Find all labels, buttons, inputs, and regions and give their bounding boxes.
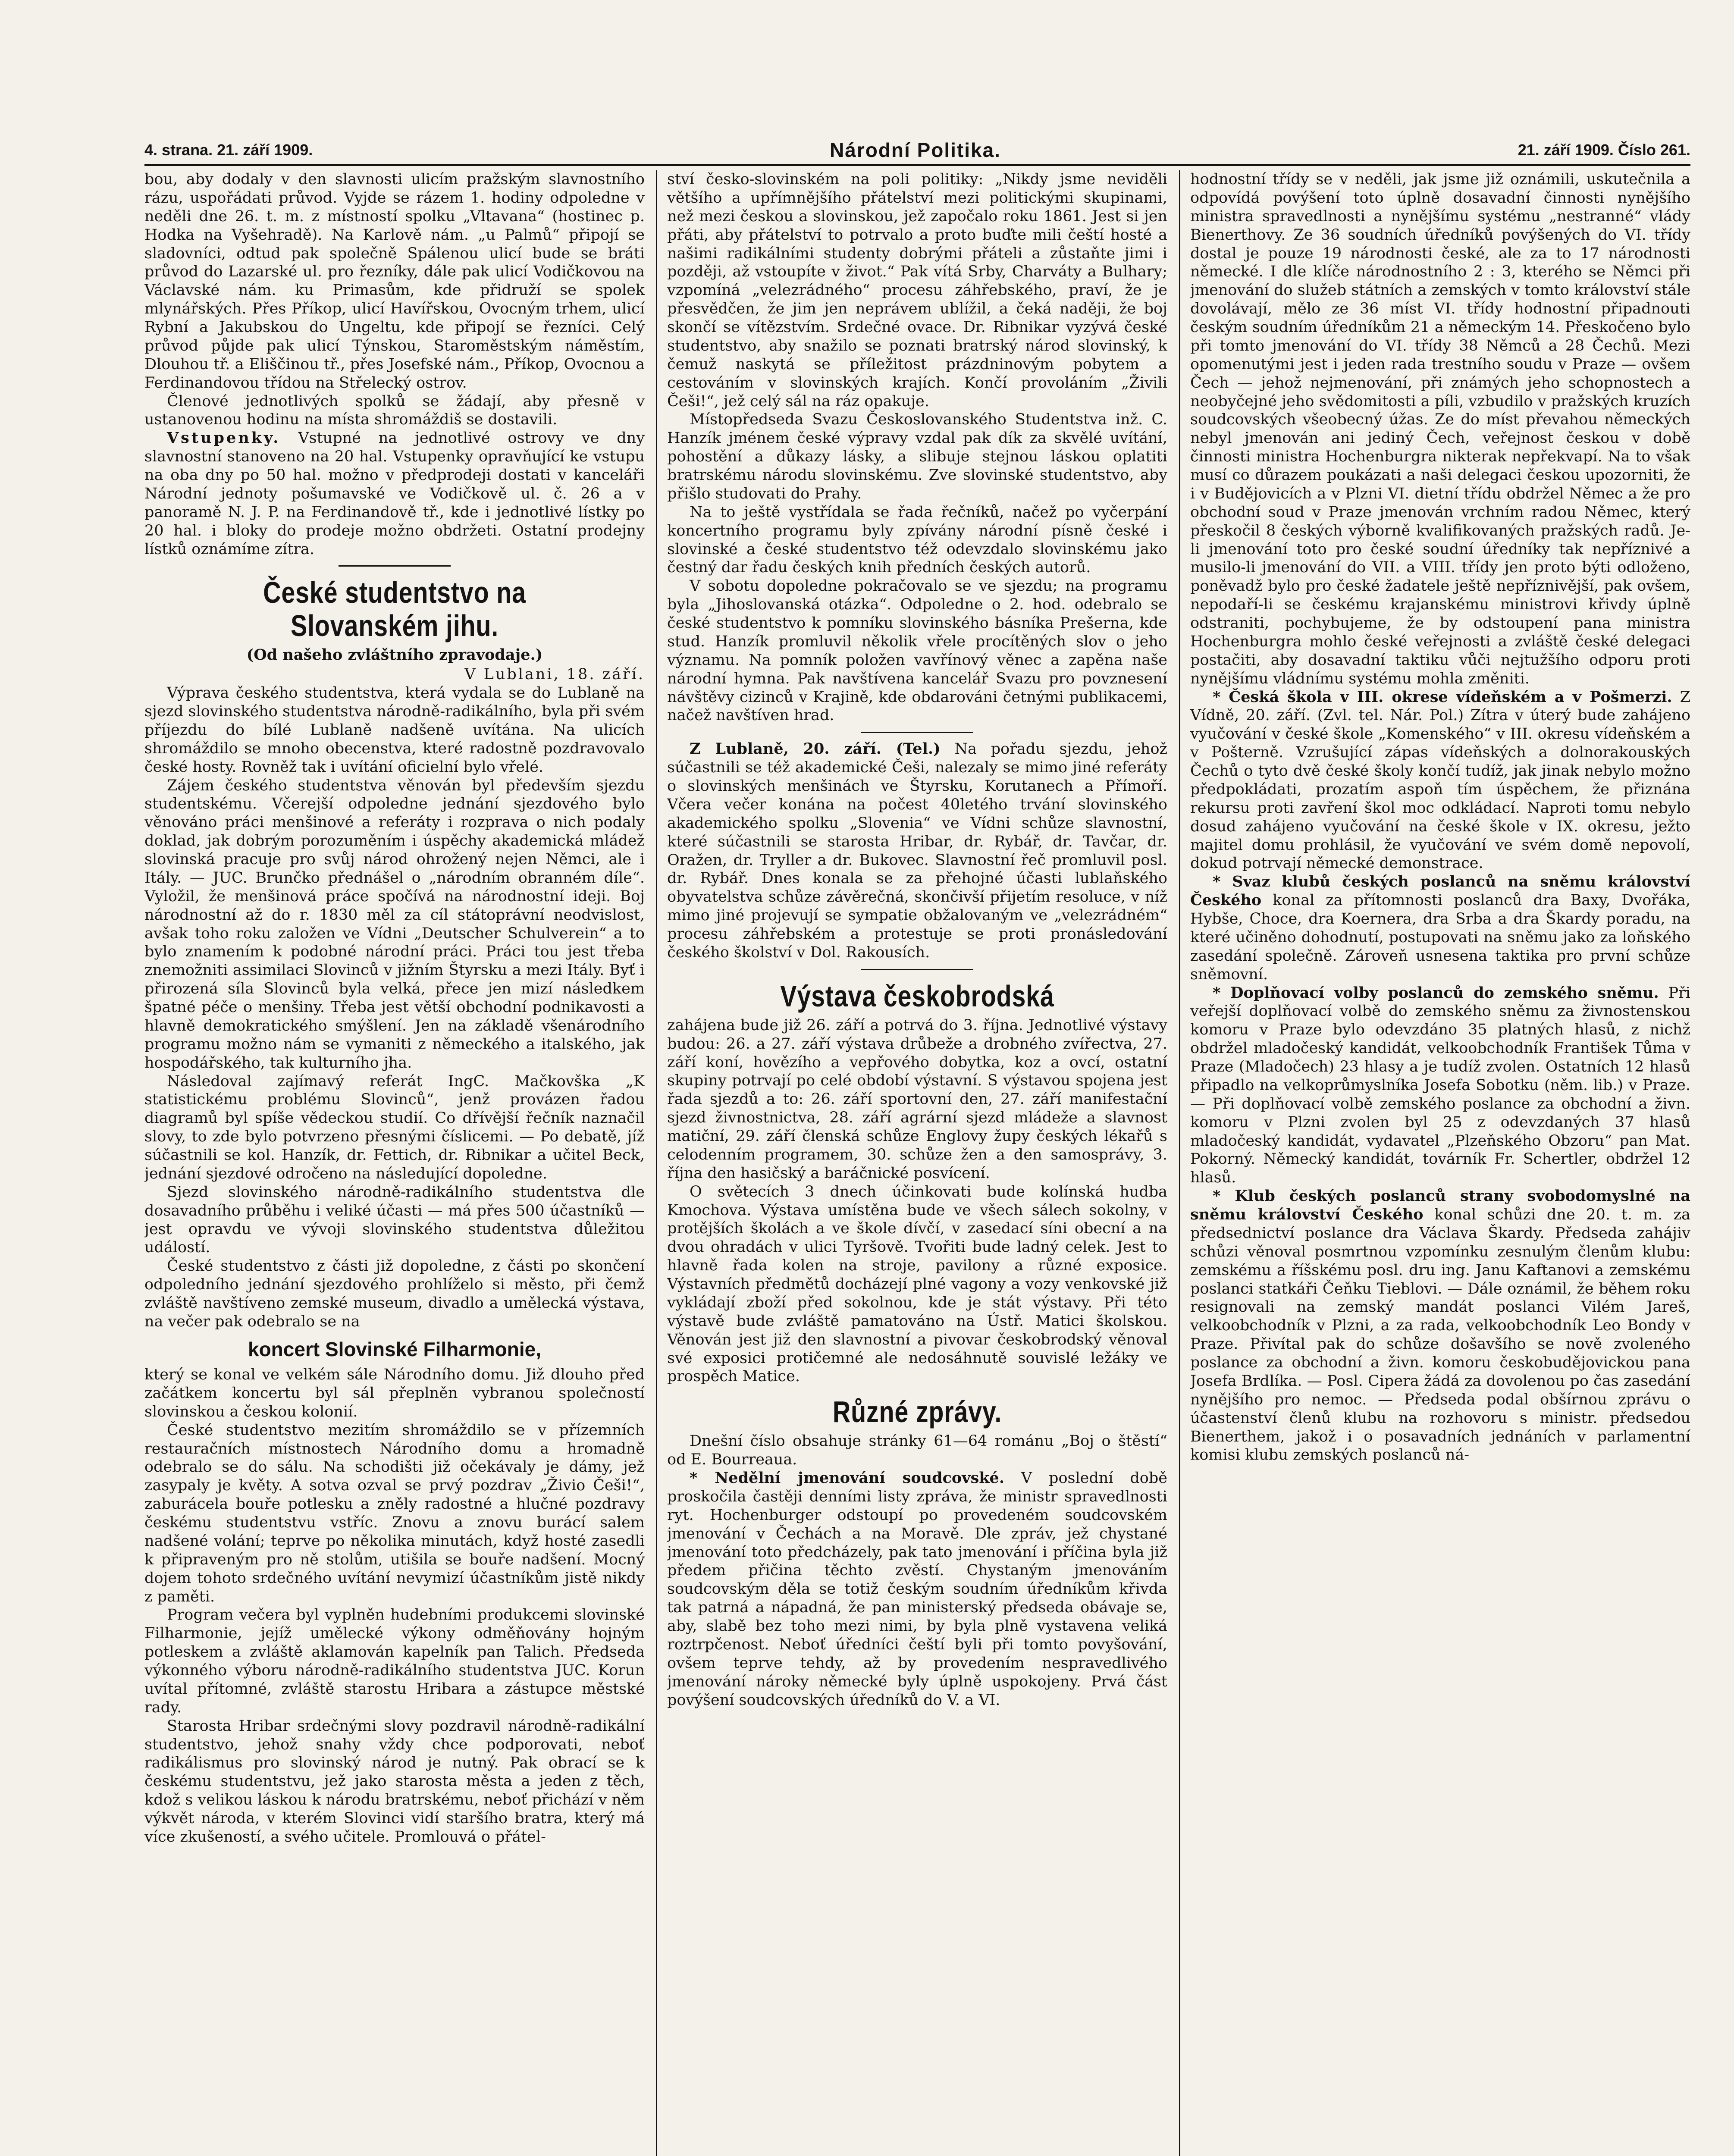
headline-news: Různé zprávy. — [832, 1395, 1002, 1429]
article-paragraph: České studentstvo mezitím shromáždilo se v přízemních restauračních místnostech Národního domu a hromadně odebralo se do sálu. Na schodišti již očekávaly je dámy, jež zasypaly je květy. A sotva ozval se prvý pozdrav „Živio Češi!“, zaburácela bouře potlesku a zněly radostné a hlučné pozdravy českému studentstvu vstříc. Znovu a znovu burácí salem nadšené volání; teprve po několika minutách, když hosté zasedli k připraveným pro ně stolům, utišila se bouře nadšení. Mocný dojem tohoto srdečného uvítání nevymizí účastníkům jistě nikdy z paměti. — [144, 1421, 645, 1605]
paragraph-lead: * Svaz klubů českých poslanců na sněmu království Českého — [1190, 873, 1690, 909]
article-paragraph: České studentstvo z části již dopoledne, z části po skončení odpoledního jednání sjezdového prohlíželo si město, při čemž zvláště navštíveno zemské museum, divadlo a umělecká výstava, na večer pak odebralo se na — [144, 1257, 645, 1330]
article-paragraph — [1190, 688, 1690, 873]
paragraph-lead: Vstupenky. — [167, 429, 281, 447]
article-paragraph — [1190, 873, 1690, 984]
headline-exhibition: Výstava českobrodská — [780, 979, 1054, 1013]
paragraph-lead: Z Lublaně, 20. září. (Tel.) — [690, 740, 941, 758]
paragraph-body: Vstupné na jednotlivé ostrovy ve dny slavnostní stanoveno na 20 hal. Vstupenky opravňující ke vstupu na oba dny po 50 hal. možno v předprodeji dostati v kanceláři Národní jednoty pošumavské ve Vodičkově ul. č. 26 a v panoramě N. J. P. na Ferdinandově tř., kde i jednotlivé lístky po 20 hal. i bloky do prodeje možno obdržeti. Ostatní prodejny lístků oznámíme zítra. — [144, 429, 645, 558]
paragraph-body: Při veřejší doplňovací volbě do zemského sněmu za živnostenskou komoru v Praze bylo odevzdáno 35 platných hlasů, z nichž obdržel mladočeský kandidát, velkoobchodník František Tůma v Praze (Mladočech) 23 hlasy a je tudíž zvolen. Ostatních 12 hlasů připadlo na velkoprůmyslníka Josefa Sobotku (něm. lib.) v Praze. — Při doplňovací volbě zemského poslance za obchodní a živn. komoru v Plzni zvolen byl 25 z odevzdaných 37 hlasů mladočeský kandidát, vydavatel „Plzeňského Obzoru“ pan Mat. Pokorný. Německý kandidát, továrník Fr. Schertler, obdržel 12 hlasů. — [1190, 984, 1690, 1187]
column-1 — [144, 170, 645, 2156]
article-paragraph: Program večera byl vyplněn hudebními produkcemi slovinské Filharmonie, jejíž umělecké výkony odměňovány hojným potleskem a zvláště aklamován kapelník pan Talich. Předseda výkonného výboru národně-radikálního studentstva JUC. Korun uvítal přítomné, zvláště starostu Hribara a zástupce městské rady. — [144, 1606, 645, 1716]
masthead — [144, 137, 1690, 163]
paragraph-body: Na pořadu sjezdu, jehož súčastnili se též akademické Češi, nalezaly se mimo jiné referáty o slovinských menšinách ve Štyrsku, Korutanech a Přímoří. Včera večer konána na počest 40letého trvání slovinského akademického spolku „Slovenia“ ve Vídni schůze slavnostní, které súčastnili se starosta Hribar, dr. Rybář, dr. Tavčar, dr. Oražen, dr. Tryller a dr. Bukovec. Slavnostní řeč promluvil posl. dr. Rybář. Dnes konala se za přehojné účasti lublaňského obyvatelstva schůze závěrečná, skončivší přijetím resoluce, v níž mimo jiné projevují se sympatie obžalovaným ve „velezrádném“ procesu záhřebském a protestuje se proti pronásledování českého školství v Dol. Rakousích. — [667, 740, 1167, 961]
masthead-rule — [144, 164, 1690, 166]
article-paragraph — [667, 740, 1167, 962]
issue-number-and-date: 21. září 1909. Číslo 261. — [1518, 141, 1690, 159]
section-divider — [339, 565, 451, 567]
article-paragraph — [1190, 1187, 1690, 1464]
paragraph-lead: * Česká škola v III. okrese vídeňském a v Pošmerzi. — [1213, 688, 1672, 706]
paragraph-lead: * Nedělní jmenování soudcovské. — [690, 1469, 1005, 1487]
article-paragraph: Členové jednotlivých spolků se žádají, aby přesně v ustanovenou hodinu na místa shromáždiš se dostavili. — [144, 392, 645, 429]
article-paragraph: který se konal ve velkém sále Národního domu. Již dlouho před začátkem koncertu byl sál přeplněn vybranou společností slovinskou a českou kolonií. — [144, 1366, 645, 1420]
paragraph-body: V poslední době proskočila častěji denními listy zpráva, že ministr spravedlnosti ryt. Hochenburger odstoupí po provedeném soudcovském jmenování v Čechách a na Moravě. Dle zpráv, jež chystané jmenování toto předcházely, pak tato jmenování i příčina byla již předem přičina těchto zvěstí. Chystaným jmenováním soudcovským děla se totiž českým soudním úředníkům křivda tak patrná a nápadná, že pan ministerský předseda obávaje se, aby, slabě bez toho mezi nimi, by byla plně vystavena veliká roztrpčenost. Neboť úředníci čeští byli při tomto povyšování, ovšem teprve tehdy, až by provedením nespravedlivého jmenování nároky německé byly úplně uspokojeny. Prvá část povýšení soudcovských úředníků do V. a VI. — [667, 1470, 1167, 1709]
byline: (Od našeho zvláštního zpravodaje.) — [246, 646, 543, 664]
article-paragraph: ství česko-slovinském na poli politiky: „Nikdy jsme neviděli většího a upřímnějšího přátelství mezi politickými skupinami, než mezi českou a slovinskou, jež započalo roku 1861. Jest si jen přáti, aby přátelství to potrvalo a proto buďte mili čeští hosté a našimi radikálními studenty dobrými přáteli a zůstaňte jimi i později, až vstoupíte v život.“ Pak vítá Srby, Charváty a Bulhary; vzpomíná „velezrádného“ procesu záhřebského, praví, že je přesvědčen, že jim jen neprávem ublížil, a čeká naději, že boj skončí se vítězstvím. Srdečné ovace. Dr. Ribnikar vyzývá české studentstvo, aby snažilo se poznati bratrský národ slovinský, k čemuž naskytá se příležitost prázdninovým pobytem a cestováním v slovinských krajích. Končí provoláním „Živili Češi!“, jež celý sál na ráz opakuje. — [667, 171, 1167, 410]
section-divider — [861, 732, 973, 733]
paragraph-lead: * Klub českých poslanců strany svobodomyslné na sněmu království Českého — [1190, 1187, 1690, 1223]
article-paragraph — [1190, 984, 1690, 1188]
article-paragraph: Zájem českého studentstva věnován byl především sjezdu studentskému. Včerejší odpoledne jednání sjezdového bylo věnováno práci menšinové a referáty i rozprava o nich podaly doklad, jak dobrým porozuměním i úspěchy akademická mládež slovinská pracuje pro svůj národ ohrožený nejen Němci, ale i Itály. — JUC. Brunčko přednášel o „národním obranném díle“. Vyložil, že menšinová práce spočívá na národnostní ideji. Boj národnostní až do r. 1830 měl za cíl státoprávní neodvislost, avšak toho roku založen ve Vídni „Deutscher Schulverein“ a to bylo znamením k podobné národní práci. Práci tou jest třeba znemožniti assimilaci Slovinců v jižním Štyrsku a mezi Itály. Byť i přirozená síla Slovinců byla velká, přece jen mizí následkem špatné péče o menšiny. Třeba jest větší obchodní podnikavosti a hlavně demokratického smýšlení. Jen na základě všenárodního programu možno nám se vymaniti z německého a italského, jak hospodářského, tak kulturního jha. — [144, 777, 645, 1072]
column-divider — [656, 170, 657, 2156]
paragraph-body: konal schůzi dne 20. t. m. za předsednictví poslance dra Václava Škardy. Předseda zahájiv schůzi věnoval posmrtnou vzpomínku zesnulým členům klubu: zemskému a říšskému posl. dru ing. Janu Kaftanovi a zemskému poslanci statkáři Čeňku Tieblovi. — Dále oznámil, že během roku resignovali na zemský mandát poslanci Vilém Jareš, velkoobchodník v Plzni, a za rada, velkoobchodník Leo Bondy v Praze. Přivítal pak do schůze došavšího se nově zvoleného poslance za obchodní a živn. komoru českobudějovickou pana Josefa Brdlíka. — Posl. Cipera žádá za dovolenou po čas zasedání nynějšího pro nemoc. — Předseda podal obšírnou zprávu o účastenství členů klubu na rozhovoru s ministr. předsedou Bienerthem, jakož i o posavadních jednáních v parlamentní komisi klubu zemských poslanců ná- — [1190, 1206, 1690, 1464]
article-paragraph: O světecích 3 dnech účinkovati bude kolínská hudba Kmochova. Výstava umístěna bude ve všech sálech sokolny, v protějších školách a ve škole dívčí, v zasedací síni obecní a na dvou ohradách v ulici Tyršově. Tvořiti bude ladný celek. Jest to hlavně řada kolen na stroje, pavilony a různé exposice. Výstavních předmětů docházejí plné vagony a vozy venkovské již vykládají zboží před sokolnou, kde je stát výstavy. Při této výstavě bude zvláště pamatováno na Ústř. Matici školskou. Věnován jest již den slavnostní a pivovar českobrodský věnoval své exposici protičemné ale nedosáhnutě souvislé ležáky ve prospěch Matice. — [667, 1183, 1167, 1385]
headline-students: České studentstvo na Slovanském jihu. — [263, 576, 526, 643]
article-paragraph: bou, aby dodaly v den slavnosti ulicím pražským slavnostního rázu, uspořádati průvod. Vyjde se rázem 1. hodiny odpoledne v neděli dne 26. t. m. z místností spolku „Vltavana“ (hostinec p. Hodka na Vyšehradě). Na Karlově nám. „u Palmů“ připojí se sladovníci, odtud pak společně Spálenou ulicí bude se bráti průvod do Lazarské ul. pro řezníky, dále pak ulicí Vodičkovou na Václavské nám. ku Primasům, kde přidruží se spolek mlynářských. Přes Příkop, ulicí Havířskou, Ovocným trhem, ulicí Rybní a Jakubskou do Ungeltu, kde připojí se řezníci. Celý průvod půjde pak ulicí Týnskou, Staroměstským náměstím, Dlouhou tř. a Eliščinou tř., přes Josefské nám., Příkop, Ovocnou a Ferdinandovou třídou na Střelecký ostrov. — [144, 171, 645, 392]
article-paragraph: Starosta Hribar srdečnými slovy pozdravil národně-radikální studentstvo, jehož snahy vždy chce podporovati, neboť radikálismus pro slovinský národ je nutný. Pak obrací se k českému studentstvu, jež jako starosta města a jeden z těch, kdož s velikou láskou k národu bratrskému, neboť přichází v něm výkvět národa, v kterém Slovinci vidí staršího bratra, který má více zkušeností, a svého učitele. Promlouvá o přátel- — [144, 1717, 645, 1846]
section-divider — [861, 969, 973, 970]
column-divider — [1179, 170, 1180, 2156]
article-paragraph: Následoval zajímavý referát IngC. Mačkovška „K statistickému problému Slovinců“, jenž provázen řadou diagramů byl spíše vědeckou studií. Co dřívější řečník naznačil slovy, to zde bylo potvrzeno přesnými číslicemi. — Po debatě, jíž súčastnili se kol. Hanzík, dr. Fettich, dr. Ribnikar a učitel Beck, jednání sjezdové odročeno na následující dopoledne. — [144, 1072, 645, 1182]
column-3 — [1190, 170, 1690, 2156]
paragraph-body: konal za přítomnosti poslanců dra Baxy, Dvořáka, Hybše, Choce, dra Koernera, dra Srba a dra Škardy poradu, na které učiněno dohodnutí, postupovati na sněmu jako za loňského zasedání společně. Zároveň usnesena taktika pro první schůze sněmovní. — [1190, 892, 1690, 983]
paragraph-body: Z Vídně, 20. září. (Zvl. tel. Nár. Pol.) Zítra v úterý bude zahájeno vyučování v české škole „Komenského“ v III. okresu vídeňském a v Pošterně. Vzrušující zápas vídeňských a dolnorakouských Čechů o tyto dvě české školy končí tudíž, jak jinak nebylo možno předpokládati, prozatím aspoň tím úspěchem, že přiznána rekursu proti zavření škol moc odkládací. Naproti tomu nebylo dosud zahájeno vyučování na české škole v IX. okresu, ježto majitel domu prohlásil, že vyučování ve svém domě nepovolí, dokud potrvají německé demonstrace. — [1190, 688, 1690, 872]
article-paragraph — [144, 429, 645, 558]
article-paragraph: Místopředseda Svazu Českoslovanského Studentstva inž. C. Hanzík jménem české výpravy vzdal pak dík za skvělé uvítání, pohostění a důkazy lásky, a slibuje stejnou láskou oplatiti bratrskému národu slovinskému. Zve slovinské studentstvo, aby přišlo studovati do Prahy. — [667, 411, 1167, 502]
page-number-and-date: 4. strana. 21. září 1909. — [144, 141, 313, 159]
subheadline-concert: koncert Slovinské Filharmonie, — [248, 1338, 541, 1360]
article-paragraph: Na to ještě vystřídala se řada řečníků, načež po vyčerpání koncertního programu byly zpívány národní písně české i slovinské a české studentstvo též odevzdalo slovinskému jako čestný dar řadu českých knih předních českých autorů. — [667, 503, 1167, 577]
article-paragraph — [667, 1469, 1167, 1709]
article-paragraph: Dnešní číslo obsahuje stránky 61—64 románu „Boj o štěstí“ od E. Bourreaua. — [667, 1432, 1167, 1469]
paragraph-lead: * Doplňovací volby poslanců do zemského sněmu. — [1213, 984, 1659, 1002]
column-2 — [667, 170, 1167, 2156]
article-paragraph: V sobotu dopoledne pokračovalo se ve sjezdu; na programu byla „Jihoslovanská otázka“. Odpoledne o 2. hod. odebralo se české studentstvo k pomníku slovinského básníka Prešerna, kde stud. Hanzík promluvil několik vřele procítěných slov o jeho významu. Na pomník položen vavřínový věnec a zapěna naše národní hymna. Pak navštívena kancelář Svazu pro povznesení návštěvy cizinců v Krajině, kde obdarováni četnými publikacemi, načež navštíven hrad. — [667, 577, 1167, 724]
dateline: V Lublani, 18. září. — [464, 666, 645, 683]
article-paragraph: hodnostní třídy se v neděli, jak jsme již oznámili, uskutečnila a odpovídá povýšení toto úplně dosavadní činnosti nynějšího ministra spravedlnosti a nynějšímu systému „nestranné“ vlády Bienerthovy. Ze 36 soudních úředníků povýšených do VI. třídy dostal je pouze 19 národnosti české, ale za to 17 národnosti německé. I dle klíče národnostního 2 : 3, kterého se Němci při jmenování do služeb státních a zemských v tomto království stále dovolávají, mělo ze 36 míst VI. třídy hodnostní připadnouti českým soudním úředníkům 21 a německým 14. Přeskočeno bylo při tomto jmenování do VI. třídy 38 Němců a 28 Čechů. Mezi opomenutými jest i jeden rada trestního soudu v Praze — ovšem Čech — jehož nejmenování, při známých jeho schopnostech a neobyčejné jeho svědomitosti a píli, vzbudilo v pražských kruzích soudcovských všeobecný úžas. Ze do míst převahou německých nebyl jmenován ani jediný Čech, veřejnost českou v době činnosti ministra Hochenburgra nikterak nepřekvapí. Na to však musí co důrazem poukázati a naši delegaci českou upozorniti, že i v Budějovicích a v Plzni VI. dietní třídu obdržel Němec a že pro obchodní soud v Praze jmenován vrchním radou Němec, který přeskočil 8 českých výborně kvalifikovaných pražských radů. Je-li jmenování toto pro české soudní úředníky tak nepříznivé a musilo-li jmenování do VII. a VIII. třídy jen proto býti odloženo, poněvadž bylo pro české žadatele ještě nepříznivější, pak ovšem, nepodaří-li se českému krajanskému ministrovi křivdy úplně odstraniti, pochybujeme, že by odstoupení pana ministra Hochenburgra mohlo české veřejnosti a zvláště české delegaci postačiti, aby dosavadní taktiku vůči nejtužšího odporu proti nynějšímu vládnímu systému mohla změniti. — [1190, 171, 1690, 687]
article-paragraph: Výprava českého studentstva, která vydala se do Lublaně na sjezd slovinského studentstva národně-radikálního, byla při svém příjezdu do bílé Lublaně nadšeně uvítána. Na ulicích shromáždilo se mnoho obecenstva, které radostně pozdravovalo české hosty. Rovněž tak i uvítání oficielní bylo vřelé. — [144, 684, 645, 776]
article-paragraph: Sjezd slovinského národně-radikálního studentstva dle dosavadního průběhu i veliké účasti — má přes 500 účastníků — jest opravdu ve vývoji slovinského studentstva důležitou událostí. — [144, 1183, 645, 1257]
newspaper-title: Národní Politika. — [830, 139, 1001, 161]
article-paragraph: zahájena bude již 26. září a potrvá do 3. října. Jednotlivé výstavy budou: 26. a 27. září výstava drůbeže a drobného zvířectva, 27. září koní, hovězího a vepřového dobytka, koz a ovcí, ostatní skupiny potrvají po celé období výstavní. S výstavou spojena jest řada sjezdů a to: 26. září sportovní den, 27. září manifestační sjezd živnostnictva, 28. září agrární sjezd mládeže a slavnost matiční, 29. září členská schůze Englovy župy českých lékařů s celodenním programem, 30. schůze žen a den samosprávy, 3. října den hasičský a baráčnické posvícení. — [667, 1016, 1167, 1182]
